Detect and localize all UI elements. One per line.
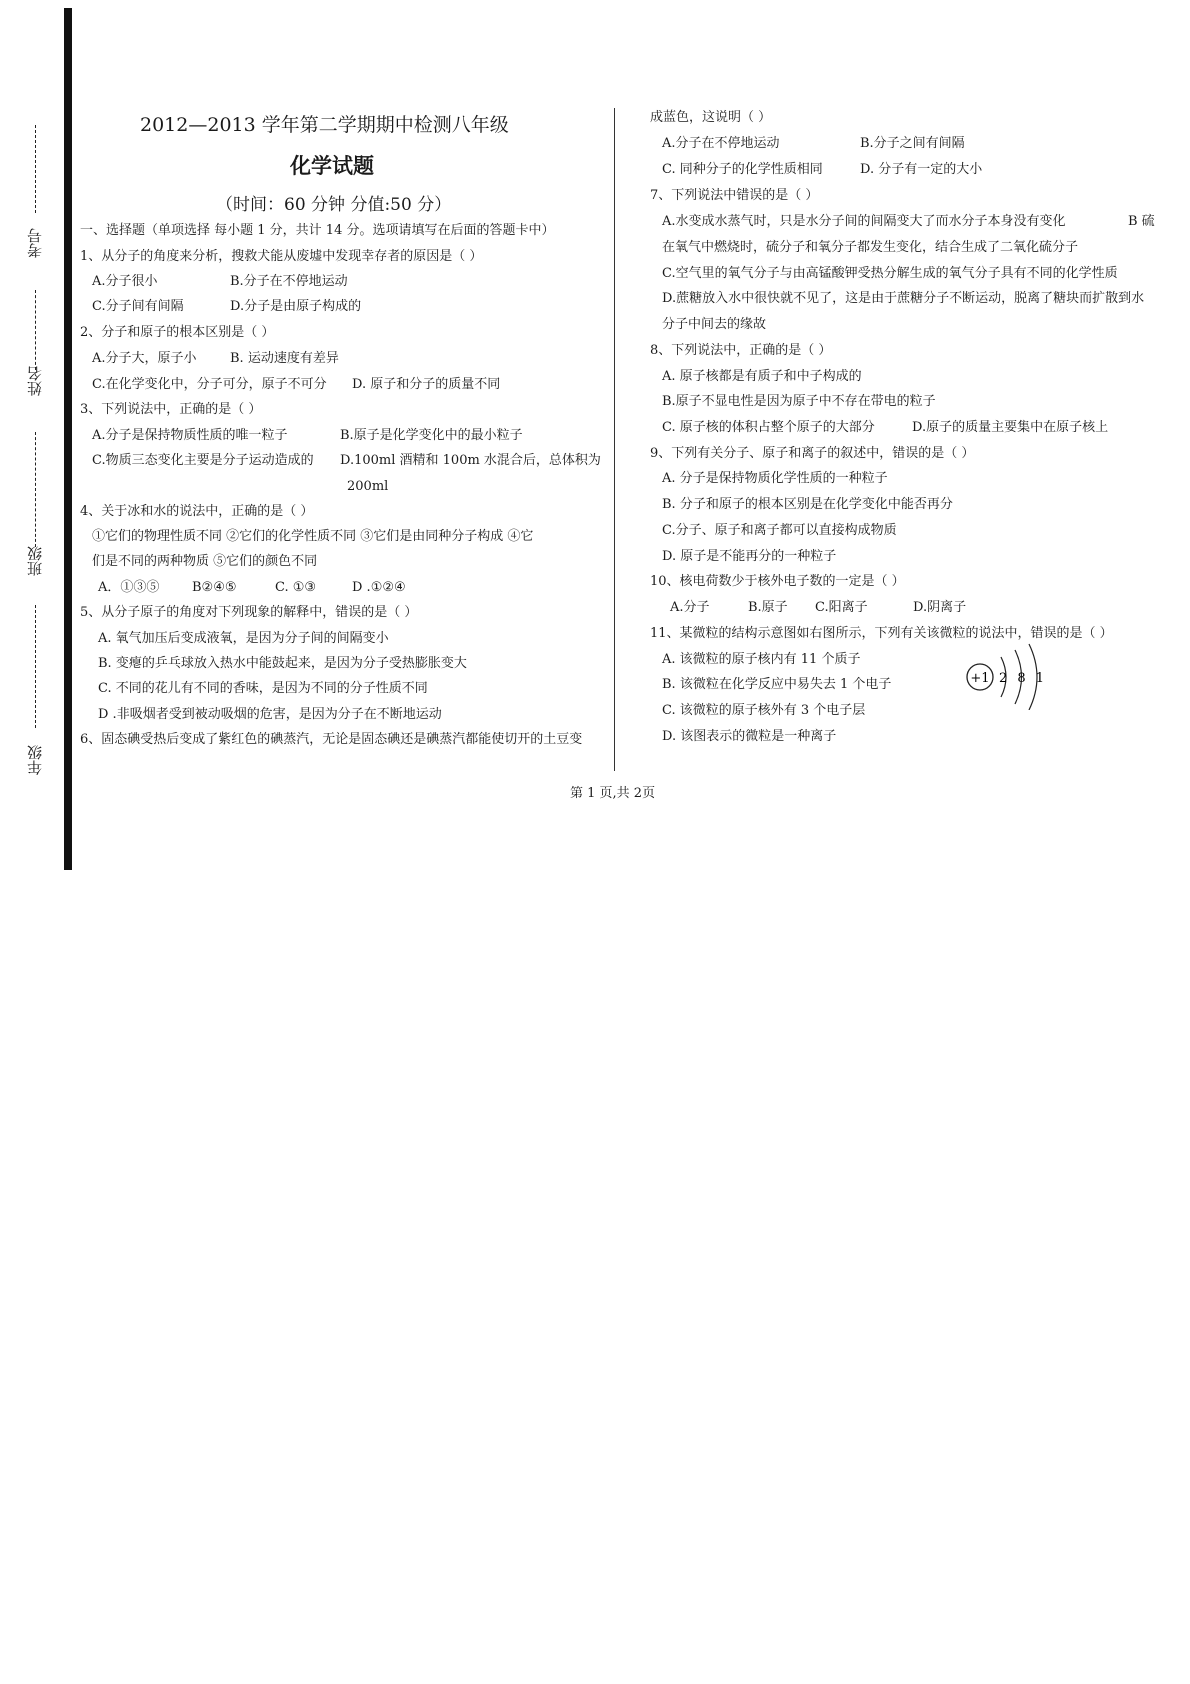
seal-line [35, 605, 36, 728]
question-1: 1、从分子的角度来分析，搜救犬能从废墟中发现幸存者的原因是（ ） [80, 249, 483, 264]
q3-option-d: D.100ml 酒精和 100m 水混合后，总体积为 [340, 453, 601, 468]
question-5: 5、从分子原子的角度对下列现象的解释中，错误的是（ ） [80, 605, 418, 620]
nucleus-charge: +1 [970, 671, 990, 686]
seal-line [35, 432, 36, 547]
q10-option-b: B.原子 [748, 600, 788, 615]
question-6: 6、固态碘受热后变成了紫红色的碘蒸汽，无论是固态碘还是碘蒸汽都能使切开的土豆变 [80, 732, 583, 747]
page-number: 第 1 页,共 2页 [570, 786, 656, 801]
q7-option-d: D.蔗糖放入水中很快就不见了，这是由于蔗糖分子不断运动，脱离了糖块而扩散到水 [662, 291, 1145, 306]
exam-title: 2012—2013 学年第二学期期中检测八年级 [140, 114, 509, 136]
q10-option-d: D.阴离子 [913, 600, 967, 615]
seal-line [35, 125, 36, 213]
q2-option-a: A.分子大，原子小 [92, 351, 197, 366]
q6-option-d: D. 分子有一定的大小 [860, 162, 983, 177]
q7-option-b: B 硫 [1128, 214, 1155, 229]
q11-option-c: C. 该微粒的原子核外有 3 个电子层 [662, 703, 866, 718]
exam-subject: 化学试题 [290, 153, 374, 178]
q4-stem-line1: ①它们的物理性质不同 ②它们的化学性质不同 ③它们是由同种分子构成 ④它 [92, 529, 534, 544]
question-7: 7、下列说法中错误的是（ ） [650, 188, 819, 203]
exam-meta: （时间：60 分钟 分值:50 分） [216, 195, 452, 215]
q4-option-b: B②④⑤ [192, 580, 237, 595]
q1-option-d: D.分子是由原子构成的 [230, 299, 362, 314]
q4-stem-line2: 们是不同的两种物质 ⑤它们的颜色不同 [92, 554, 318, 569]
section-heading: 一、选择题（单项选择 每小题 1 分，共计 14 分。选项请填写在后面的答题卡中） [80, 223, 555, 238]
question-8: 8、下列说法中，正确的是（ ） [650, 343, 832, 358]
q3-option-d-cont: 200ml [347, 479, 389, 494]
seal-line [35, 290, 36, 370]
q2-option-d: D. 原子和分子的质量不同 [352, 377, 501, 392]
q5-option-a: A. 氧气加压后变成液氧，是因为分子间的间隔变小 [98, 631, 389, 646]
question-3: 3、下列说法中，正确的是（ ） [80, 402, 262, 417]
q11-option-d: D. 该图表示的微粒是一种离子 [662, 729, 837, 744]
q3-option-b: B.原子是化学变化中的最小粒子 [340, 428, 523, 443]
q7-option-b-cont: 在氧气中燃烧时，硫分子和氧分子都发生变化，结合生成了二氧化硫分子 [662, 240, 1079, 255]
exam-number-label: 考号 [26, 228, 44, 258]
q8-option-c: C. 原子核的体积占整个原子的大部分 [662, 420, 875, 435]
q4-option-a: A．①③⑤ [98, 580, 160, 595]
q2-option-b: B. 运动速度有差异 [230, 351, 339, 366]
question-11: 11、某微粒的结构示意图如右图所示，下列有关该微粒的说法中，错误的是（ ） [650, 626, 1113, 641]
question-2: 2、分子和原子的根本区别是（ ） [80, 325, 275, 340]
q7-option-a: A.水变成水蒸气时，只是水分子间的间隔变大了而水分子本身没有变化 [662, 214, 1066, 229]
q3-option-a: A.分子是保持物质性质的唯一粒子 [92, 428, 288, 443]
q9-option-d: D. 原子是不能再分的一种粒子 [662, 549, 837, 564]
question-4: 4、关于冰和水的说法中，正确的是（ ） [80, 504, 314, 519]
q11-option-b: B. 该微粒在化学反应中易失去 1 个电子 [662, 677, 892, 692]
name-label: 姓名 [26, 366, 44, 396]
q8-option-a: A. 原子核都是有质子和中子构成的 [662, 369, 862, 384]
q10-option-a: A.分子 [670, 600, 710, 615]
binding-bar [64, 8, 72, 870]
q3-option-c: C.物质三态变化主要是分子运动造成的 [92, 453, 314, 468]
q8-option-b: B.原子不显电性是因为原子中不存在带电的粒子 [662, 394, 936, 409]
q1-option-a: A.分子很小 [92, 274, 158, 289]
shell-electron-counts: 2 8 1 [999, 671, 1048, 686]
q5-option-c: C. 不同的花儿有不同的香味，是因为不同的分子性质不同 [98, 681, 428, 696]
q11-option-a: A. 该微粒的原子核内有 11 个质子 [662, 652, 861, 667]
question-10: 10、核电荷数少于核外电子数的一定是（ ） [650, 574, 905, 589]
class-label: 班级 [26, 546, 44, 576]
q9-option-b: B. 分子和原子的根本区别是在化学变化中能否再分 [662, 497, 953, 512]
question-6-cont: 成蓝色，这说明（ ） [650, 110, 772, 125]
q10-option-c: C.阳离子 [815, 600, 868, 615]
atom-structure-diagram [955, 640, 1065, 710]
q7-option-d-cont: 分子中间去的缘故 [662, 317, 767, 332]
q6-option-c: C. 同种分子的化学性质相同 [662, 162, 823, 177]
q5-option-b: B. 变瘪的乒乓球放入热水中能鼓起来，是因为分子受热膨胀变大 [98, 656, 467, 671]
q4-option-c: C. ①③ [275, 580, 317, 595]
q1-option-b: B.分子在不停地运动 [230, 274, 348, 289]
q6-option-a: A.分子在不停地运动 [662, 136, 780, 151]
q1-option-c: C.分子间有间隔 [92, 299, 184, 314]
q9-option-c: C.分子、原子和离子都可以直接构成物质 [662, 523, 897, 538]
q7-option-c: C.空气里的氧气分子与由高锰酸钾受热分解生成的氧气分子具有不同的化学性质 [662, 266, 1118, 281]
q6-option-b: B.分子之间有间隔 [860, 136, 965, 151]
q2-option-c: C.在化学变化中，分子可分，原子不可分 [92, 377, 327, 392]
column-divider [614, 108, 615, 771]
grade-label: 年级 [26, 745, 44, 775]
q4-option-d: D .①②④ [352, 580, 406, 595]
q8-option-d: D.原子的质量主要集中在原子核上 [912, 420, 1109, 435]
question-9: 9、下列有关分子、原子和离子的叙述中，错误的是（ ） [650, 446, 975, 461]
q9-option-a: A. 分子是保持物质化学性质的一种粒子 [662, 471, 888, 486]
q5-option-d: D .非吸烟者受到被动吸烟的危害，是因为分子在不断地运动 [98, 707, 442, 722]
